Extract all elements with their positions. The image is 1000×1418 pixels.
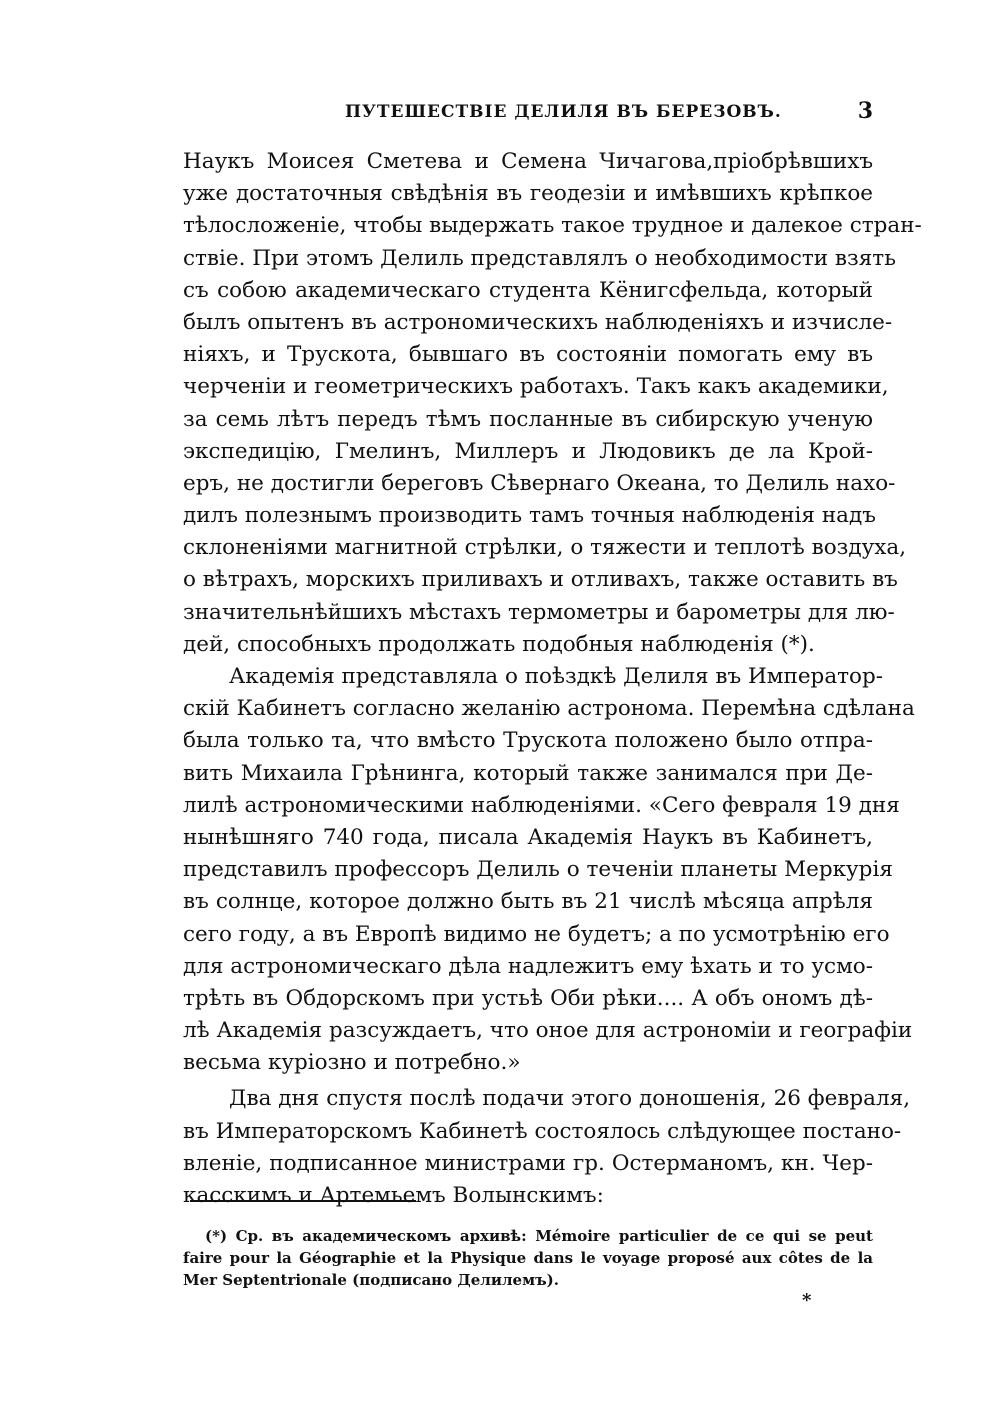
text-line: въ солнце, которое должно быть въ 21 числѣ мѣсяца апрѣля — [183, 889, 873, 915]
body-text — [183, 146, 922, 1212]
text-line: нынѣшняго 740 года, писала Академія Наукъ въ Кабинетъ, — [183, 824, 873, 850]
text-line: тѣлосложеніе, чтобы выдержать такое трудное и далекое стран- — [183, 213, 922, 239]
text-line: трѣть въ Обдорскомъ при устьѣ Оби рѣки.... А объ ономъ дѣ- — [183, 985, 873, 1011]
footnote — [183, 1225, 873, 1291]
text-line: въ Императорскомъ Кабинетѣ состоялось слѣдующее постано- — [183, 1118, 902, 1144]
text-line: лилѣ астрономическими наблюденіями. «Сего февраля 19 дня — [183, 792, 900, 818]
text-line: за семь лѣтъ передъ тѣмъ посланные въ сибирскую ученую — [183, 406, 873, 432]
text-line: значительнѣйшихъ мѣстахъ термометры и барометры для лю- — [183, 599, 895, 625]
text-line: былъ опытенъ въ астрономическихъ наблюденіяхъ и изчисле- — [183, 309, 893, 335]
text-line: дей, способныхъ продолжать подобныя наблюденія (*). — [183, 631, 815, 657]
text-line: представилъ профессоръ Делиль о теченіи планеты Меркурія — [183, 857, 893, 883]
text-line: весьма куріозно и потребно.» — [183, 1050, 521, 1076]
paragraph-3 — [183, 1083, 911, 1212]
text-line: касскимъ и Артемьемъ Волынскимъ: — [183, 1183, 604, 1208]
text-line: Два дня спустя послѣ подачи этого доношенія, 26 февраля, — [229, 1086, 911, 1112]
footnote-line: (*) Ср. въ академическомъ архивѣ: Mémoire particulier de ce qui se peut — [205, 1227, 873, 1245]
text-line: еръ, не достигли береговъ Сѣвернаго Океана, то Делиль нахо- — [183, 470, 896, 496]
running-title: ПУТЕШЕСТВІЕ ДЕЛИЛЯ ВЪ БЕРЕЗОВЪ. — [345, 102, 782, 122]
text-line: вленіе, подписанное министрами гр. Остерманомъ, кн. Чер- — [183, 1150, 873, 1176]
text-line: скій Кабинетъ согласно желанію астронома. Перемѣна сдѣлана — [183, 696, 915, 722]
footnote-line: Mer Septentrionale (подписано Делилемъ). — [183, 1271, 559, 1289]
text-line: уже достаточныя свѣдѣнія въ геодезіи и имѣвшихъ крѣпкое — [183, 181, 873, 207]
text-line: лѣ Академія разсуждаетъ, что оное для астрономіи и географіи — [183, 1018, 913, 1044]
page-number: 3 — [857, 98, 873, 124]
text-line: ніяхъ, и Трускота, бывшаго въ состояніи помогать ему въ — [183, 342, 873, 368]
text-line: ствіе. При этомъ Делиль представлялъ о необходимости взять — [183, 245, 896, 271]
text-line: о вѣтрахъ, морскихъ приливахъ и отливахъ, также оставить въ — [183, 567, 898, 593]
text-line: была только та, что вмѣсто Трускота положено было отпра- — [183, 728, 873, 754]
text-line: вить Михаила Грѣнинга, который также занимался при Де- — [183, 760, 873, 786]
text-line: Наукъ Моисея Сметева и Семена Чичагова,пріобрѣвшихъ — [183, 149, 873, 174]
text-line: склоненіями магнитной стрѣлки, о тяжести и теплотѣ воздуха, — [183, 535, 907, 561]
running-head — [183, 100, 873, 130]
signature-asterisk: * — [802, 1290, 812, 1311]
text-line: дилъ полезнымъ производить тамъ точныя наблюденія надъ — [183, 503, 876, 529]
text-line: черченіи и геометрическихъ работахъ. Такъ какъ академики, — [183, 374, 889, 400]
text-line: съ собою академическаго студента Кёнигсфельда, который — [183, 277, 873, 303]
text-line: сего году, а въ Европѣ видимо не будетъ; а по усмотрѣнію его — [183, 921, 890, 947]
paragraph-2 — [183, 661, 915, 1079]
text-line: экспедицію, Гмелинъ, Миллеръ и Людовикъ де ла Крой- — [183, 438, 873, 464]
footnote-line: faire pour la Géographie et la Physique dans le voyage proposé aux côtes de la — [183, 1249, 873, 1267]
text-line: для астрономическаго дѣла надлежитъ ему ѣхать и то усмо- — [183, 953, 873, 979]
text-line: Академія представляла о поѣздкѣ Делиля въ Император- — [229, 664, 883, 689]
footnote-rule — [190, 1200, 416, 1202]
paragraph-1 — [183, 146, 922, 661]
